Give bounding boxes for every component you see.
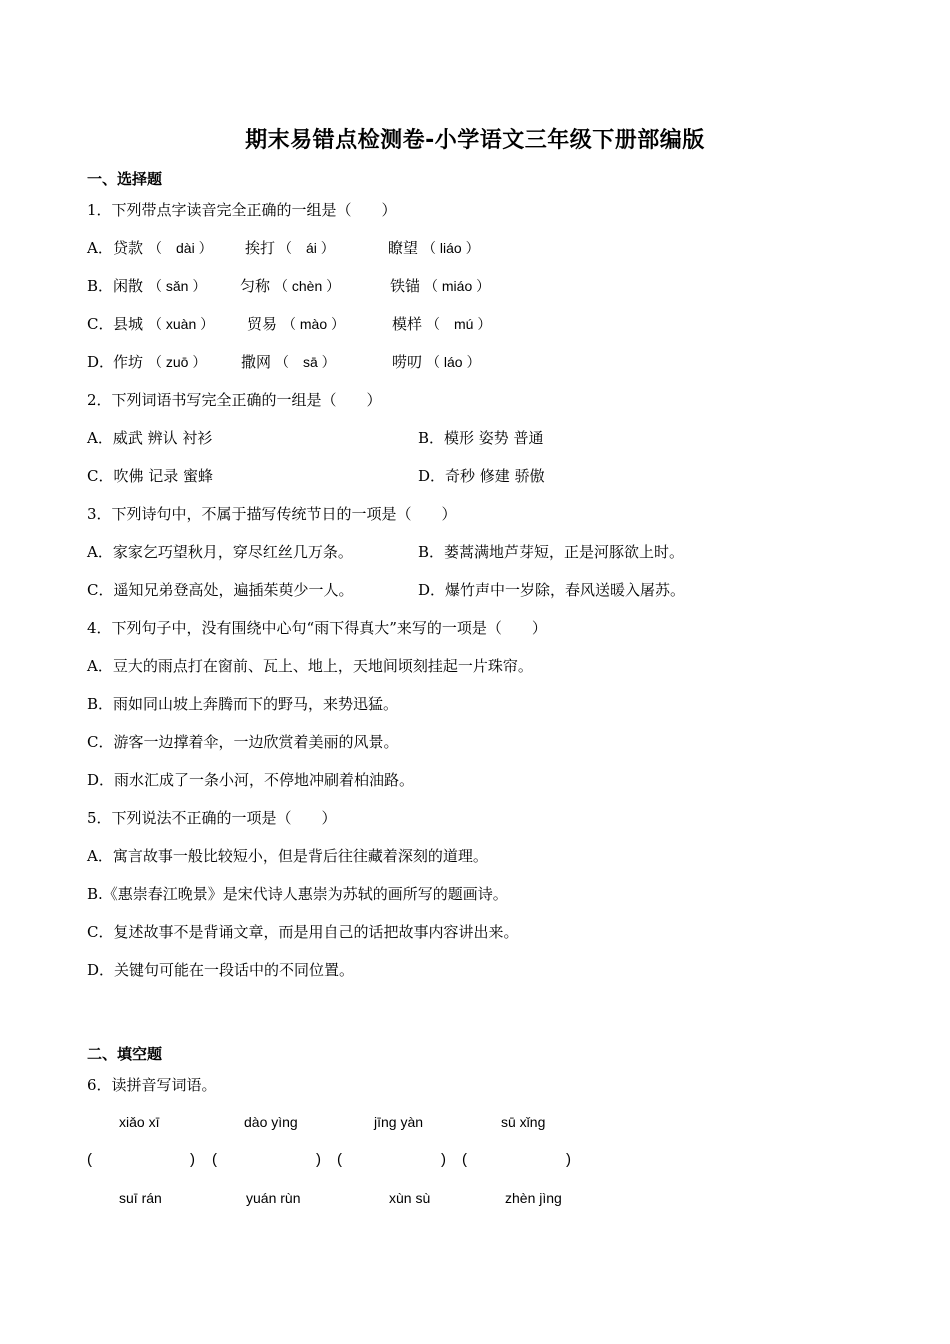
pinyin-item: xiǎo xī	[119, 1114, 160, 1130]
q6-stem: 6．读拼音写词语。	[87, 1076, 217, 1094]
q2-stem: 2．下列词语书写完全正确的一组是（ ）	[87, 391, 382, 409]
q3-option-a: A．家家乞巧望秋月，穿尽红丝几万条。	[87, 543, 353, 561]
q2-option-a: A．威武 辨认 衬衫	[87, 429, 213, 447]
q1-option-d-pinyin3: （ láo ）	[426, 354, 481, 370]
q1-option-c-word1: 县城	[113, 315, 144, 333]
pinyin-item: jīng yàn	[374, 1114, 424, 1130]
q1-option-b-pinyin3: （ miáo ）	[424, 278, 491, 294]
page-title: 期末易错点检测卷-小学语文三年级下册部编版	[245, 128, 705, 153]
answer-blank-open: (	[462, 1151, 467, 1168]
section-heading-fill: 二、填空题	[87, 1045, 163, 1063]
q1-option-b-word3: 铁锚	[390, 277, 421, 295]
pinyin-item: zhèn jìng	[505, 1190, 562, 1206]
pinyin-item: yuán rùn	[246, 1190, 301, 1206]
q1-option-d-label: D．	[87, 353, 115, 371]
q4-option-d: D．雨水汇成了一条小河，不停地冲刷着柏油路。	[87, 771, 415, 789]
q1-option-a-word2: 挨打	[245, 239, 276, 257]
q1-option-b-word1: 闲散	[113, 277, 144, 295]
q1-option-a-pinyin1: （ dài ）	[148, 240, 213, 256]
q1-option-d-word2: 撒网	[241, 353, 272, 371]
q1-option-d-word1: 作坊	[113, 353, 144, 371]
q1-option-c-word3: 模样	[392, 315, 423, 333]
q3-option-b: B．蒌蒿满地芦芽短，正是河豚欲上时。	[418, 543, 685, 561]
q1-option-c-pinyin1: （ xuàn ）	[148, 316, 215, 332]
answer-blank-close: )	[316, 1151, 321, 1168]
q3-option-c: C．遥知兄弟登高处，遍插茱萸少一人。	[87, 581, 354, 599]
section-heading-choice: 一、选择题	[87, 170, 163, 188]
q5-option-a: A．寓言故事一般比较短小，但是背后往往藏着深刻的道理。	[87, 847, 488, 865]
q1-option-d-pinyin2: （ sā ）	[275, 354, 336, 370]
q5-option-c: C．复述故事不是背诵文章，而是用自己的话把故事内容讲出来。	[87, 923, 519, 941]
q1-option-c-pinyin3: （ mú ）	[426, 316, 492, 332]
pinyin-item: sū xǐng	[501, 1114, 546, 1130]
q3-option-d: D．爆竹声中一岁除，春风送暖入屠苏。	[418, 581, 686, 599]
q1-option-d-word3: 唠叨	[392, 353, 423, 371]
q1-option-a-label: A．	[87, 239, 113, 257]
q1-stem: 1．下列带点字读音完全正确的一组是（ ）	[87, 201, 397, 219]
answer-blank-open: (	[87, 1151, 92, 1168]
q1-option-b-label: B．	[87, 277, 114, 295]
pinyin-item: dào yìng	[244, 1114, 298, 1130]
answer-blank-open: (	[337, 1151, 342, 1168]
q1-option-a-word3: 瞭望	[388, 239, 419, 257]
q1-option-a-pinyin3: （ liáo ）	[422, 240, 480, 256]
q2-option-c: C．吹佛 记录 蜜蜂	[87, 467, 214, 485]
q5-option-b: B.《惠崇春江晚景》是宋代诗人惠崇为苏轼的画所写的题画诗。	[87, 885, 508, 903]
pinyin-item: xùn sù	[389, 1190, 431, 1206]
answer-blank-close: )	[566, 1151, 571, 1168]
q2-option-b: B．模形 姿势 普通	[418, 429, 544, 447]
q2-option-d: D．奇秒 修建 骄傲	[418, 467, 545, 485]
q4-option-c: C．游客一边撑着伞，一边欣赏着美丽的风景。	[87, 733, 399, 751]
q1-option-c-label: C．	[87, 315, 114, 333]
q1-option-a-pinyin2: （ ái ）	[278, 240, 335, 256]
q5-option-d: D．关键句可能在一段话中的不同位置。	[87, 961, 355, 979]
q1-option-a-word1: 贷款	[113, 239, 144, 257]
answer-blank-close: )	[441, 1151, 446, 1168]
q1-option-c-pinyin2: （ mào ）	[282, 316, 346, 332]
q1-option-b-word2: 匀称	[240, 277, 271, 295]
answer-blank-close: )	[190, 1151, 195, 1168]
q1-option-d-pinyin1: （ zuō ）	[148, 354, 207, 370]
pinyin-item: suī rán	[119, 1190, 162, 1206]
q4-option-a: A．豆大的雨点打在窗前、瓦上、地上，天地间顷刻挂起一片珠帘。	[87, 657, 533, 675]
q1-option-b-pinyin2: （ chèn ）	[274, 278, 341, 294]
answer-blank-open: (	[212, 1151, 217, 1168]
q5-stem: 5．下列说法不正确的一项是（ ）	[87, 809, 337, 827]
q1-option-b-pinyin1: （ sǎn ）	[148, 278, 207, 294]
q3-stem: 3．下列诗句中，不属于描写传统节日的一项是（ ）	[87, 505, 457, 523]
q1-option-c-word2: 贸易	[247, 315, 278, 333]
q4-option-b: B．雨如同山坡上奔腾而下的野马，来势迅猛。	[87, 695, 399, 713]
q4-stem: 4．下列句子中，没有围绕中心句“雨下得真大”来写的一项是（ ）	[87, 619, 547, 637]
